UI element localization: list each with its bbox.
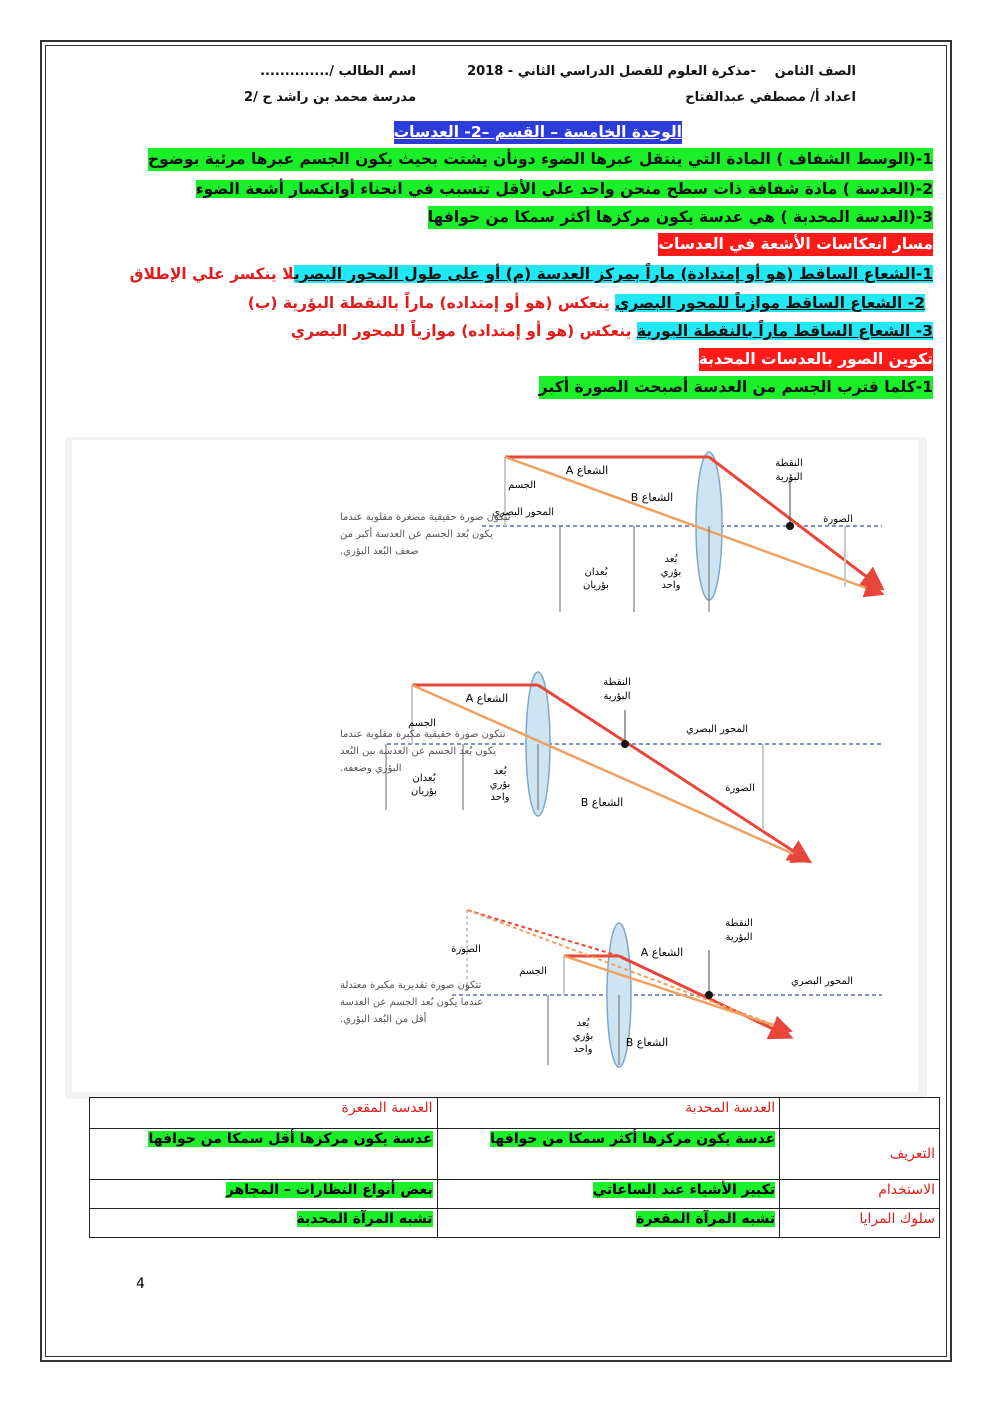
caption-line: البؤري وضعفه. (340, 763, 402, 774)
ray-a-extension (467, 910, 619, 956)
ray-a-refracted (538, 685, 807, 860)
ray-rule-2 (248, 292, 925, 315)
object-label: الجسم (519, 966, 547, 977)
ray-b (564, 956, 788, 1030)
one-focal-2: بؤري (572, 1031, 594, 1042)
object-label: الجسم (508, 480, 536, 491)
image-label: الصورة (725, 783, 755, 794)
one-focal-2: بؤري (489, 779, 511, 790)
table-cell-text: عدسة يكون مركزها أكثر سمكا من حوافها (490, 1131, 776, 1147)
diagram-2 (340, 672, 882, 860)
axis-label: المحور البصري (790, 976, 854, 987)
ray-a-label: الشعاع A (465, 692, 509, 705)
focal-label-2: البؤرية (725, 932, 753, 943)
caption-line: يكون بُعد الجسم عن العدسة بين البُعد (340, 746, 497, 757)
caption-line: عندما يكون بُعد الجسم عن العدسة (340, 997, 484, 1008)
ray-b (412, 685, 807, 860)
one-focal-1: بُعد (576, 1018, 590, 1029)
one-focal-1: بُعد (493, 766, 507, 777)
ray-b-label: الشعاع B (625, 1036, 669, 1049)
ray-a-label: الشعاع A (640, 946, 684, 959)
two-focal-2: بؤريان (583, 580, 609, 591)
rays-section-title: مسار انعكاسات الأشعة في العدسات (658, 233, 933, 256)
unit-title: الوحدة الخامسة – القسم –2- العدسات (394, 121, 682, 144)
ray-b-label: الشعاع B (630, 491, 674, 504)
two-focal-1: بُعدان (412, 773, 436, 784)
author-label: اعداد أ/ مصطفي عبدالفتاح (685, 90, 856, 105)
table-cell-text: عدسة يكون مركزها أقل سمكا من حوافها (148, 1131, 433, 1147)
focal-label-2: البؤرية (775, 472, 803, 483)
definition-text: 2-(العدسة ) مادة شفافة ذات سطح منحن واحد علي الأقل تتسبب في انحناء أوانكسار أشعة الضوء (195, 180, 933, 198)
image-formation-title: تكوين الصور بالعدسات المحدبة (699, 348, 933, 371)
ray-rule-3 (291, 320, 933, 343)
caption-line: أقل من البُعد البؤري. (340, 1014, 427, 1025)
table-cell (437, 1180, 780, 1209)
ray-rule-lead: 3- الشعاع الساقط ماراً بالنقطة البورية (636, 322, 933, 340)
focal-label-1: النقطة (725, 918, 753, 929)
table-cell (437, 1129, 780, 1180)
table-cell (90, 1129, 438, 1180)
definition-number: 3- (915, 208, 933, 226)
two-focal-2: بؤريان (411, 786, 437, 797)
one-focal-1: بُعد (664, 554, 678, 565)
focal-point (621, 740, 629, 748)
one-focal-3: واحد (490, 792, 510, 803)
focal-label-2: البؤرية (603, 691, 631, 702)
diagram-panel (72, 440, 918, 1092)
grade-label: الصف الثامن (774, 64, 856, 79)
table-header-cell (780, 1098, 940, 1129)
caption-line: ضعف البُعد البؤري. (340, 546, 419, 557)
definition-1 (148, 148, 933, 171)
focal-point (786, 522, 794, 530)
doc-title: -مذكرة العلوم للفصل الدراسي الثاني - 2018 (467, 64, 756, 79)
lens-comparison-table (89, 1097, 940, 1238)
one-focal-2: بؤري (660, 567, 682, 578)
ray-a-label: الشعاع A (565, 464, 609, 477)
table-row (90, 1129, 940, 1180)
table-row-label: التعريف (780, 1129, 940, 1180)
page-number: 4 (136, 1276, 145, 1292)
one-focal-3: واحد (661, 580, 681, 591)
ray-rule-lead: 2- الشعاع الساقط موازياً للمحور البصري (615, 294, 925, 312)
caption-line: تتكون صورة حقيقية مكبرة مقلوبة عندما (340, 729, 506, 740)
image-label: الصورة (823, 514, 853, 525)
table-cell-text: تشبه المرآة المقعرة (636, 1211, 776, 1227)
focal-point (705, 991, 713, 999)
definition-number: 1- (915, 150, 933, 168)
table-cell (90, 1209, 438, 1238)
table-cell-text: بعض أنواع النظارات – المجاهر (225, 1182, 433, 1198)
diagram-3 (340, 910, 882, 1067)
ray-rule-tail: ينعكس (هو أو إمتداده) ماراً بالنقطة البؤرية (ب) (247, 294, 610, 312)
definition-text: (العدسة المحدبة ) هي عدسة يكون مركزها أكثر سمكا من حوافها (427, 208, 916, 226)
diagram-1 (340, 452, 882, 612)
image-formation-rule: 1-كلما قترب الجسم من العدسة أصبحت الصورة أكبر (539, 376, 933, 399)
school-label: مدرسة محمد بن راشد ح /2 (244, 90, 416, 105)
ray-rule-tail: لا ينكسر علي الإطلاق (129, 265, 294, 283)
table-cell (90, 1180, 438, 1209)
ray-rule-tail: ينعكس (هو أو إمتداده) موازياً للمحور البصري (290, 322, 632, 340)
caption-line: يكون بُعد الجسم عن العدسة أكبر من (340, 529, 493, 540)
axis-label: المحور البصري (685, 724, 749, 735)
table-header-convex: العدسة المحدبة (437, 1098, 780, 1129)
definition-2 (196, 178, 933, 201)
object-label: الجسم (408, 718, 436, 729)
focal-label-1: النقطة (775, 458, 803, 469)
ray-rule-1 (130, 263, 933, 286)
image-label: الصورة (451, 944, 481, 955)
one-focal-3: واحد (573, 1044, 593, 1055)
focal-label-1: النقطة (603, 677, 631, 688)
table-row (90, 1209, 940, 1238)
table-row-label: الاستخدام (780, 1180, 940, 1209)
definition-text: (الوسط الشفاف ) المادة التي ينتقل عبرها الضوء دونأن يشتت بحيث يكون الجسم عبرها مرئية بوضوح (148, 150, 916, 168)
two-focal-1: بُعدان (584, 567, 608, 578)
table-header-concave: العدسة المقعرة (90, 1098, 438, 1129)
lens-diagrams (72, 440, 918, 1092)
table-cell-text: تشبه المرآة المحدبة (296, 1211, 433, 1227)
student-name-field: اسم الطالب /.............. (260, 64, 416, 79)
ray-rule-lead: 1-الشعاع الساقط (هو أو إمتدادة) ماراً بمركز العدسة (م) أو على طول المحور البصري (293, 265, 933, 283)
axis-label: المحور البصري (491, 507, 555, 518)
table-cell-text: تكبير الأشياء عند الساعاتي (592, 1182, 776, 1198)
caption-line: تتكون صورة حقيقية مصغرة مقلوبة عندما (340, 512, 511, 523)
table-cell (437, 1209, 780, 1238)
ray-b-label: الشعاع B (580, 796, 624, 809)
table-row (90, 1180, 940, 1209)
caption-line: تتكون صورة تقديرية مكبرة معتدلة (340, 980, 482, 991)
definition-3 (428, 206, 933, 229)
table-row (90, 1098, 940, 1129)
definition-number: 2- (915, 180, 933, 198)
table-row-label: سلوك المرايا (780, 1209, 940, 1238)
